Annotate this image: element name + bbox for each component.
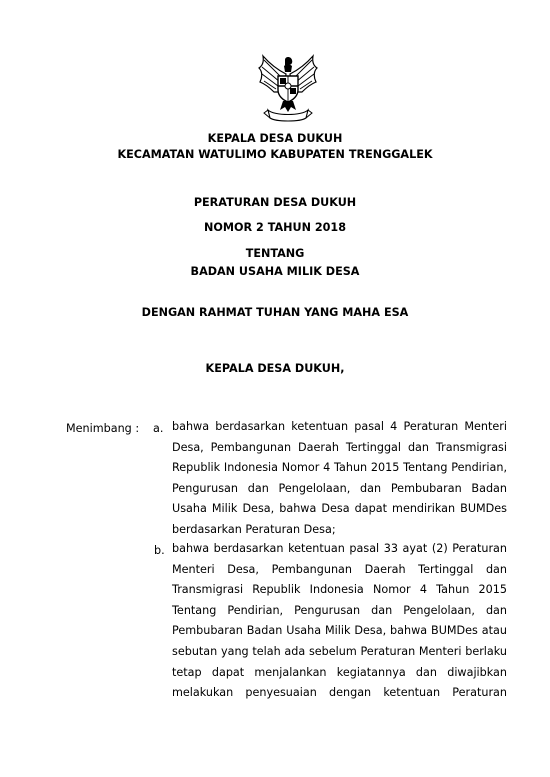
item-line: Transmigrasi Republik Indonesia Nomor 4 Tahun 2015: [172, 583, 507, 597]
regulation-number: NOMOR 2 TAHUN 2018: [204, 221, 346, 234]
considering-label: Menimbang :: [66, 422, 140, 435]
item-marker-a: a.: [153, 422, 164, 435]
header-title: KEPALA DESA DUKUH: [207, 132, 343, 145]
item-line: Pengurusan dan Pengelolaan, dan Pembubaran Badan: [172, 481, 507, 495]
regulation-type: PERATURAN DESA DUKUH: [193, 196, 357, 209]
item-marker-b: b.: [154, 544, 165, 557]
item-line: Desa, Pembangunan Daerah Tertinggal dan Transmigrasi: [172, 440, 507, 454]
header-subtitle: KECAMATAN WATULIMO KABUPATEN TRENGGALEK: [117, 148, 433, 161]
item-line: bahwa berdasarkan ketentuan pasal 4 Peraturan Menteri: [172, 420, 507, 433]
item-line: sebutan yang telah ada sebelum Peraturan Menteri berlaku: [172, 644, 507, 658]
item-line: melakukan penyesuaian dengan ketentuan Peraturan: [172, 686, 507, 700]
item-line: bahwa berdasarkan ketentuan pasal 33 ayat (2) Peraturan: [172, 542, 507, 555]
garuda-emblem: [256, 52, 320, 122]
item-line: Usaha Milik Desa, bahwa Desa dapat mendirikan BUMDes: [172, 502, 507, 516]
invocation: DENGAN RAHMAT TUHAN YANG MAHA ESA: [141, 306, 409, 319]
item-line: Menteri Desa, Pembangunan Daerah Tertinggal dan: [172, 562, 507, 576]
item-line: Pembubaran Badan Usaha Milik Desa, bahwa BUMDes atau: [172, 624, 507, 638]
considering-item-b: [172, 539, 507, 704]
regulation-title: BADAN USAHA MILIK DESA: [190, 265, 360, 278]
item-line: Tentang Pendirian, Pengurusan dan Pengelolaan, dan: [172, 603, 507, 617]
item-line: Republik Indonesia Nomor 4 Tahun 2015 Tentang Pendirian,: [172, 461, 507, 475]
item-line: berdasarkan Peraturan Desa;: [172, 522, 336, 536]
item-line: tetap dapat menjalankan kegiatannya dan diwajibkan: [172, 665, 507, 679]
regulation-about: TENTANG: [245, 247, 305, 260]
considering-item-a: [172, 417, 507, 541]
authority: KEPALA DESA DUKUH,: [205, 362, 345, 375]
